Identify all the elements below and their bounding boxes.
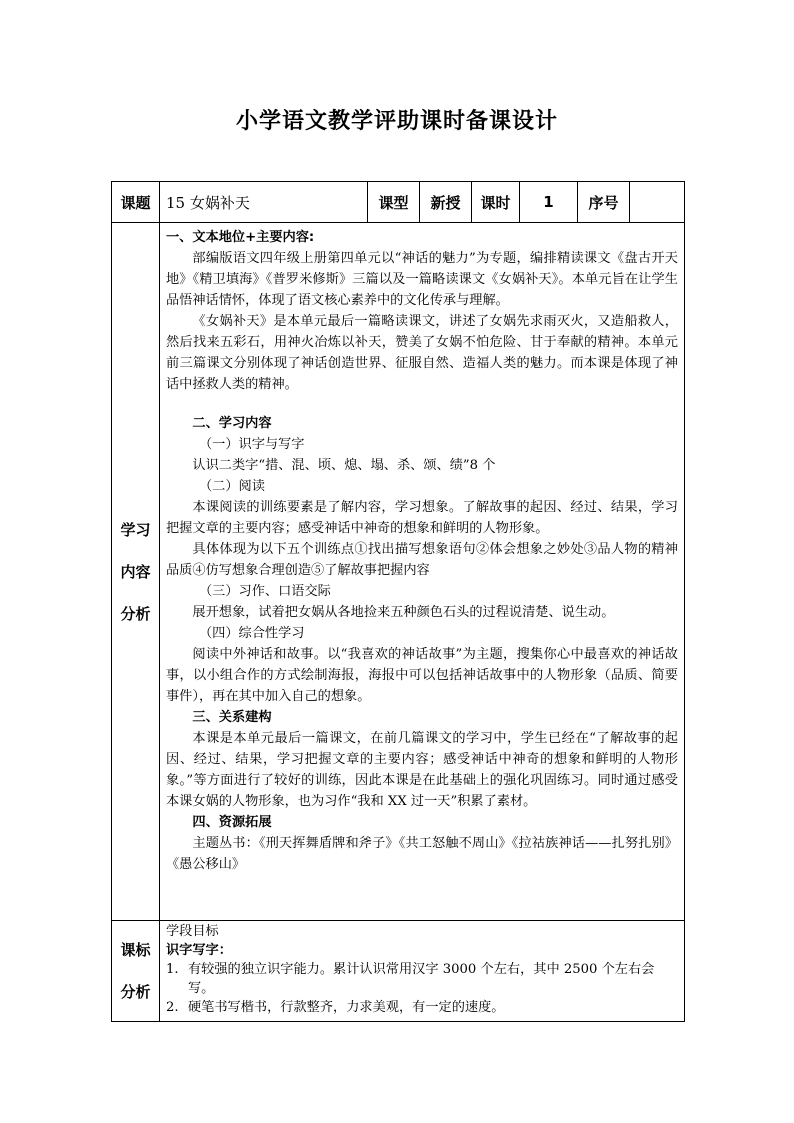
list-item [166, 998, 678, 1017]
subsection-heading: （二）阅读 [199, 479, 265, 494]
list-number: 1. [166, 962, 179, 977]
section-heading: 二、学习内容 [192, 416, 272, 431]
period-value: 1 [520, 182, 578, 223]
stage-goal: 学段目标 [166, 924, 219, 939]
subject-label: 课题 [112, 182, 160, 223]
seq-value [630, 182, 685, 223]
paragraph: 本课是本单元最后一篇课文，在前几篇课文的学习中，学生已经在“了解故事的起因、经过、结果，学习把握文章的主要内容；感受神话中神奇的想象和鲜明的人物形象。”等方面进行了较好的训练，因此本课是在此基础上的强化巩固练习。同时通过感受本课女娲的人物形象，也为习作“我和 XX 过一天”积累了素材。 [166, 731, 678, 809]
analysis-row [112, 223, 685, 921]
lesson-plan-table [111, 181, 685, 1022]
side-label-line: 分析 [120, 604, 151, 623]
list-item [166, 960, 678, 998]
paragraph: 部编版语文四年级上册第四单元以“神话的魅力”为专题，编排精读课文《盘古开天地》《精卫填海》《普罗米修斯》三篇以及一篇略读课文《女娲补天》。本单元旨在让学生品悟神话情怀，体现了语文核心素养中的文化传承与理解。 [166, 251, 678, 308]
side-label-line: 分析 [120, 983, 151, 1001]
seq-label: 序号 [578, 182, 630, 223]
subsection-heading: （四）综合性学习 [199, 626, 305, 641]
standards-content [160, 921, 685, 1022]
section-heading: 四、资源拓展 [192, 815, 272, 830]
subsection-heading: （三）习作、口语交际 [199, 584, 331, 599]
type-label: 课型 [368, 182, 420, 223]
period-label: 课时 [472, 182, 520, 223]
side-label-line: 内容 [120, 562, 151, 581]
paragraph: 阅读中外神话和故事。以“我喜欢的神话故事”为主题，搜集你心中最喜欢的神话故事，以小组合作的方式绘制海报，海报中可以包括神话故事中的人物形象（品质、简要事件），再在其中加入自己的想象。 [166, 647, 678, 704]
side-label-line: 学习 [120, 520, 151, 539]
subsection-heading: （一）识字与写字 [199, 437, 305, 452]
standards-side-label [112, 921, 160, 1022]
side-label-line: 课标 [120, 941, 151, 959]
header-row [112, 182, 685, 223]
section-heading: 三、关系建构 [192, 710, 272, 725]
paragraph: 主题丛书：《刑天挥舞盾牌和斧子》《共工怒触不周山》《拉祜族神话——扎努扎别》《愚公移山》 [166, 836, 678, 872]
type-value: 新授 [420, 182, 472, 223]
page-title: 小学语文教学评助课时备课设计 [235, 109, 558, 134]
paragraph: 认识二类字“措、混、顷、熄、塌、杀、颂、绩”8 个 [192, 458, 496, 473]
section-heading: 一、文本地位+主要内容: [166, 230, 315, 245]
analysis-side-label [112, 223, 160, 921]
subject-value: 15 女娲补天 [160, 182, 368, 223]
literacy-title: 识字写字： [166, 943, 232, 958]
list-number: 2. [166, 1000, 179, 1015]
paragraph: 本课阅读的训练要素是了解内容，学习想象。了解故事的起因、经过、结果，学习把握文章的主要内容；感受神话中神奇的想象和鲜明的人物形象。 [166, 500, 678, 536]
paragraph: 具体体现为以下五个训练点①找出描写想象语句②体会想象之妙处③品人物的精神品质④仿写想象合理创造⑤了解故事把握内容 [166, 542, 678, 578]
list-text: 硬笔书写楷书，行款整齐，力求美观，有一定的速度。 [188, 1000, 505, 1015]
paragraph: 展开想象，试着把女娲从各地捡来五种颜色石头的过程说清楚、说生动。 [192, 605, 615, 620]
list-text: 有较强的独立识字能力。累计认识常用汉字 3000 个左右，其中 2500 个左右会写。 [188, 962, 655, 996]
paragraph: 《女娲补天》是本单元最后一篇略读课文，讲述了女娲先求雨灭火，又造船救人，然后找来五彩石，用神火冶炼以补天，赞美了女娲不怕危险、甘于奉献的精神。本单元前三篇课文分别体现了神话创造世界、征服自然、造福人类的魅力。而本课是体现了神话中拯救人类的精神。 [166, 314, 678, 392]
standards-row [112, 921, 685, 1022]
analysis-content [160, 223, 685, 921]
